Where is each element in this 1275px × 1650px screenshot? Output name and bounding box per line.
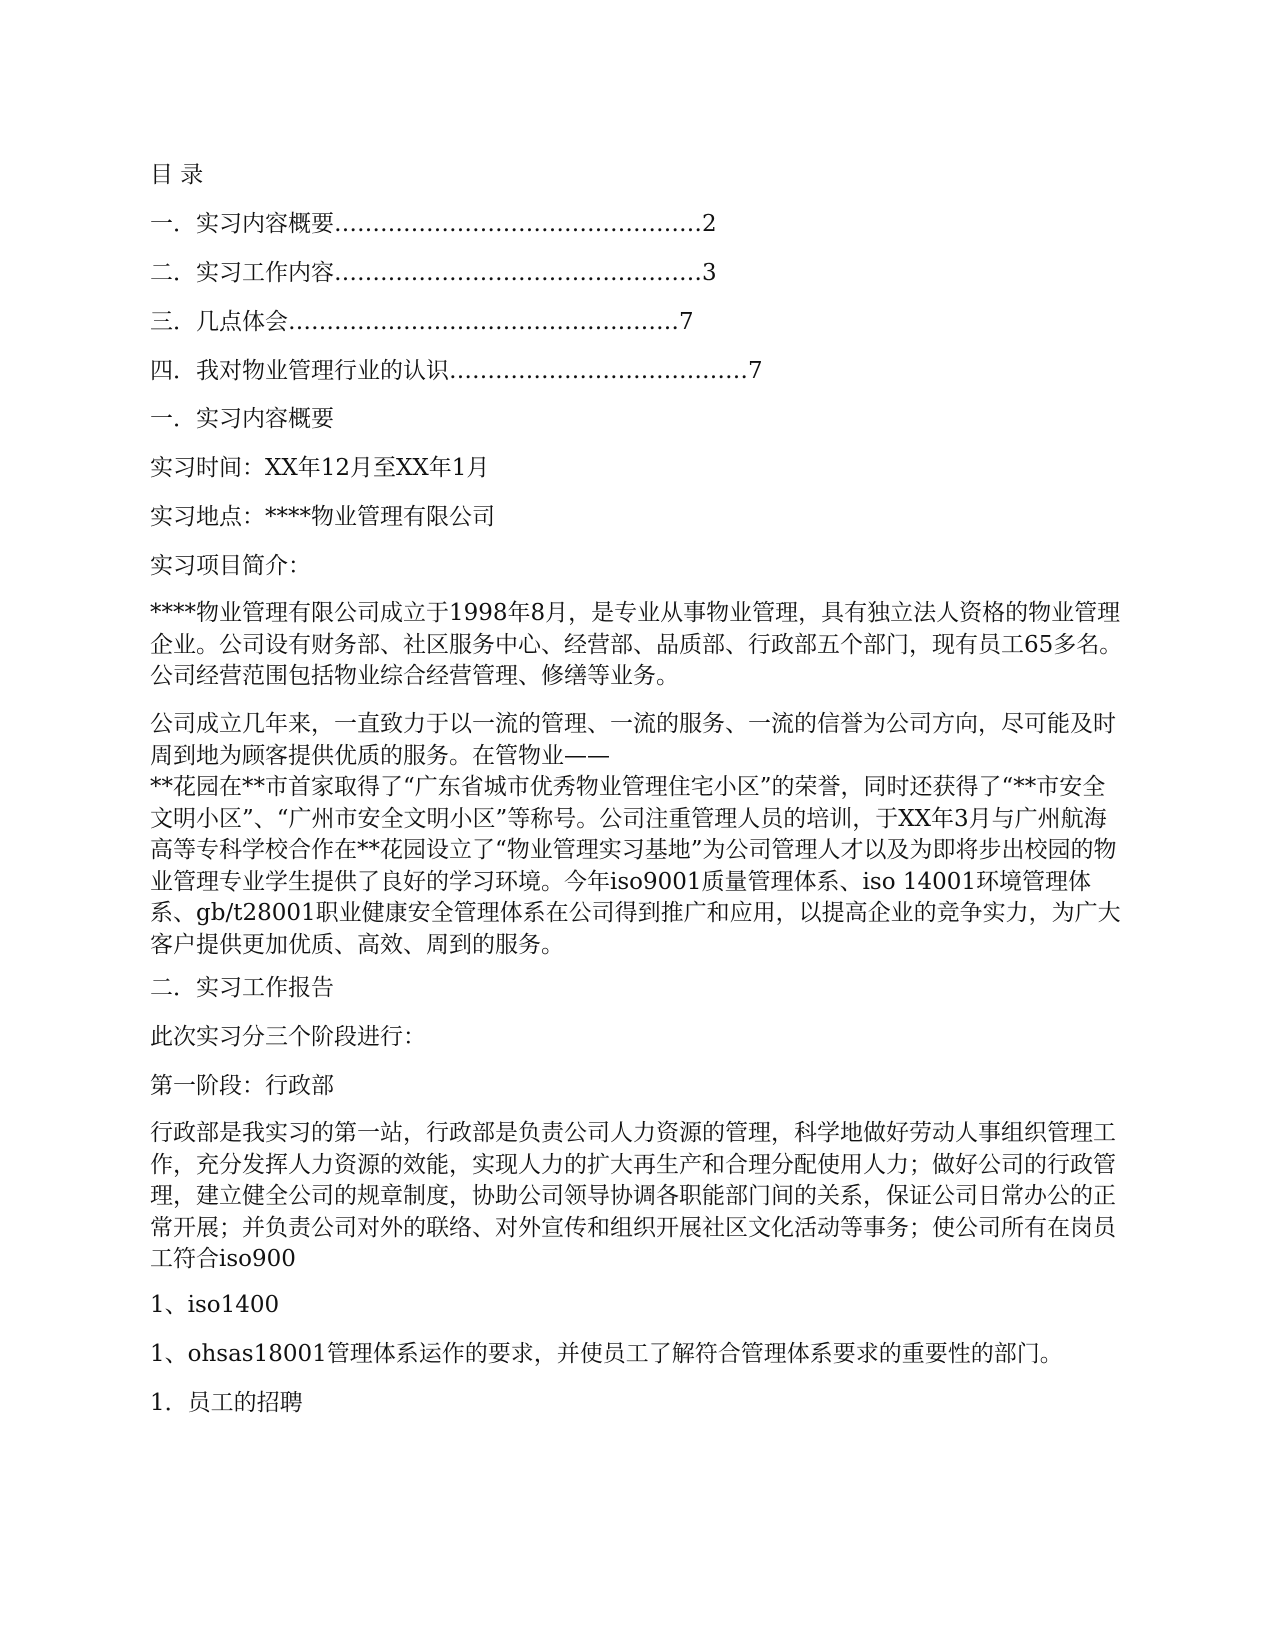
stages-intro: 此次实习分三个阶段进行： [150,1024,426,1050]
toc-entry-label: 四．我对物业管理行业的认识 [150,358,449,384]
stage-heading: 第一阶段：行政部 [150,1073,334,1099]
toc-entry-label: 三．几点体会 [150,309,288,335]
project-intro-label: 实习项目简介： [150,553,311,579]
toc-title: 目 录 [150,162,204,188]
list-item: 1、iso1400 [150,1292,280,1318]
list-item: 1、ohsas18001管理体系运作的要求，并使员工了解符合管理体系要求的重要性的部门。 [150,1341,1063,1367]
toc-entry [150,356,763,387]
toc-entry-page: 7 [679,309,694,335]
admin-dept-paragraph: 行政部是我实习的第一站，行政部是负责公司人力资源的管理，科学地做好劳动人事组织管理工作，充分发挥人力资源的效能，实现人力的扩大再生产和合理分配使用人力；做好公司的行政管理，建立健全公司的规章制度，协助公司领导协调各职能部门间的关系，保证公司日常办公的正常开展；并负责公司对外的联络、对外宣传和组织开展社区文化活动等事务；使公司所有在岗员工符合iso900 [150,1120,1116,1272]
section-heading: 一．实习内容概要 [150,406,334,432]
toc-entry-page: 2 [702,211,717,237]
toc-entry-label: 一．实习内容概要 [150,211,334,237]
toc-entry-page: 7 [748,358,763,384]
toc-entry-dots: ………………………………… [449,358,748,384]
toc-entry-dots: ………………………………………… [334,211,702,237]
toc-entry [150,307,694,338]
toc-entry [150,209,717,240]
paragraph-line: 公司成立几年来，一直致力于以一流的管理、一流的服务、一流的信誉为公司方向，尽可能及时周到地为顾客提供优质的服务。在管物业—— [150,711,1116,769]
toc-entry-dots: …………………………………………… [288,309,679,335]
toc-entry-page: 3 [702,260,717,286]
document-page [150,0,1130,1650]
list-item: 1．员工的招聘 [150,1390,303,1416]
toc-entry-dots: ………………………………………… [334,260,702,286]
toc-entry [150,258,717,289]
section-heading: 二．实习工作报告 [150,975,334,1001]
company-intro-paragraph: ****物业管理有限公司成立于1998年8月，是专业从事物业管理，具有独立法人资格的物业管理企业。公司设有财务部、社区服务中心、经营部、品质部、行政部五个部门，现有员工65多名。公司经营范围包括物业综合经营管理、修缮等业务。 [150,600,1123,689]
internship-place: 实习地点：****物业管理有限公司 [150,504,495,530]
internship-time: 实习时间：XX年12月至XX年1月 [150,455,490,481]
toc-entry-label: 二．实习工作内容 [150,260,334,286]
company-history-paragraph [150,709,1125,961]
paragraph-text: **花园在**市首家取得了“广东省城市优秀物业管理住宅小区”的荣誉，同时还获得了“**市安全文明小区”、“广州市安全文明小区”等称号。公司注重管理人员的培训，于XX年3月与广州航海高等专科学校合作在**花园设立了“物业管理实习基地”为公司管理人才以及为即将步出校园的物业管理专业学生提供了良好的学习环境。今年iso9001质量管理体系、iso 14001环境管理体系、gb/t28001职业健康安全管理体系在公司得到推广和应用，以提高企业的竞争实力，为广大客户提供更加优质、高效、周到的服务。 [150,774,1121,958]
